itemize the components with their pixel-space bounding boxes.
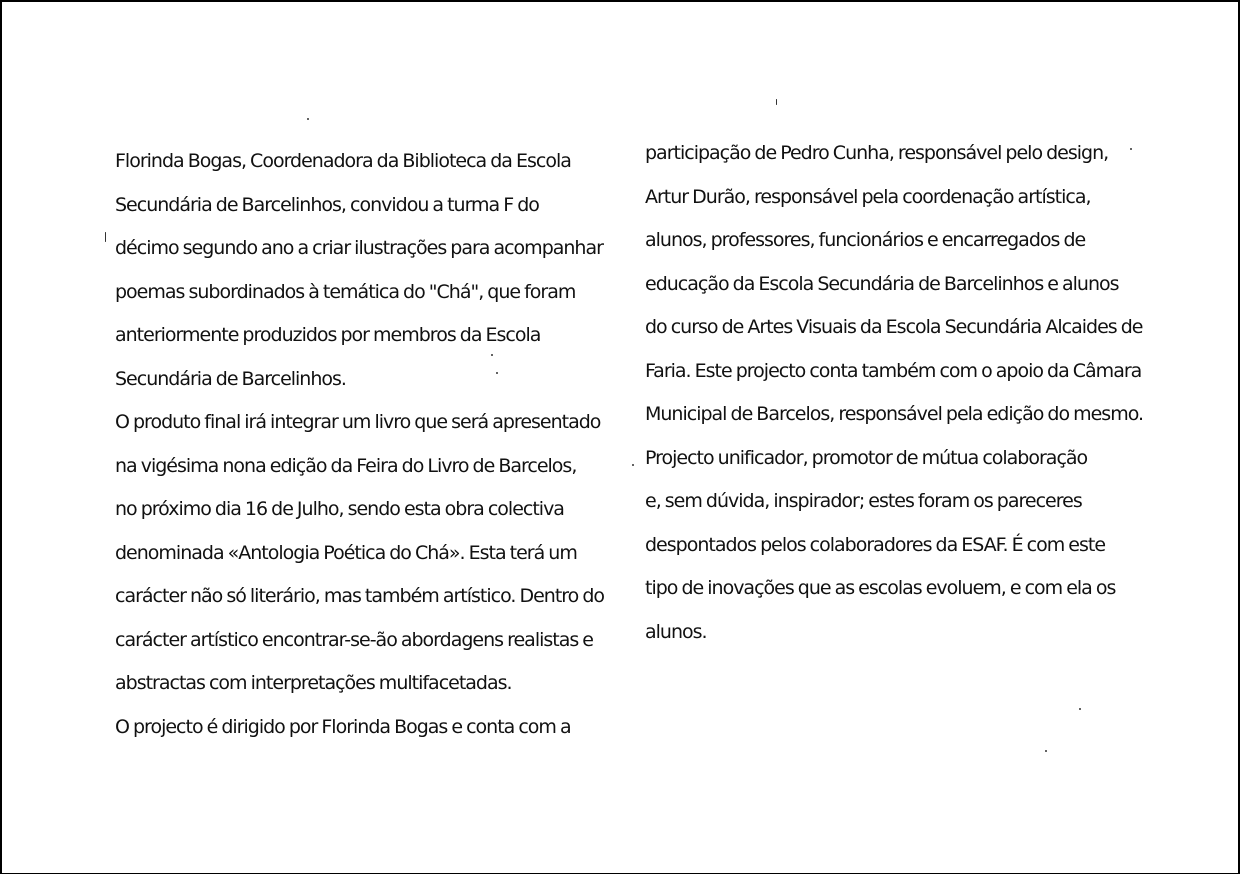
scan-speck (1130, 148, 1132, 150)
text-line: educação da Escola Secundária de Barcelinhos e alunos (645, 272, 1119, 295)
left-text-column (115, 140, 635, 749)
text-line: e, sem dúvida, inspirador; estes foram os pareceres (645, 490, 1082, 512)
text-line: carácter não só literário, mas também artístico. Dentro do (115, 585, 605, 607)
scan-speck (632, 464, 634, 466)
right-text-column (645, 132, 1155, 654)
text-line: alunos, professores, funcionários e encarregados de (645, 229, 1086, 251)
text-line: denominada «Antologia Poética do Chá». Esta terá um (115, 541, 577, 564)
text-line: na vigésima nona edição da Feira do Livro de Barcelos, (115, 454, 577, 477)
text-line: tipo de inovações que as escolas evoluem, e com ela os (645, 577, 1116, 599)
scan-speck (496, 372, 498, 374)
text-line: carácter artístico encontrar-se-ão abordagens realistas e (115, 628, 593, 651)
text-line: abstractas com interpretações multifacetadas. (115, 672, 512, 694)
scan-speck (1045, 750, 1047, 752)
text-line: participação de Pedro Cunha, responsável pelo design, (645, 142, 1109, 164)
text-line: Florinda Bogas, Coordenadora da Biblioteca da Escola (115, 150, 571, 172)
text-line: Artur Durão, responsável pela coordenação artística, (645, 185, 1091, 208)
text-line: alunos. (645, 620, 707, 643)
scan-speck (1079, 708, 1081, 710)
text-line: O produto final irá integrar um livro que será apresentado (115, 411, 601, 433)
text-line: Projecto unificador, promotor de mútua colaboração (645, 446, 1088, 469)
text-line: Secundária de Barcelinhos. (115, 367, 346, 390)
text-line: no próximo dia 16 de Julho, sendo esta obra colectiva (115, 498, 564, 520)
text-line: O projecto é dirigido por Florinda Bogas e conta com a (115, 715, 571, 738)
scan-speck (307, 118, 309, 120)
text-line: Municipal de Barcelos, responsável pela edição do mesmo. (645, 403, 1144, 425)
text-line: despontados pelos colaboradores da ESAF. É com este (645, 533, 1106, 556)
text-line: décimo segundo ano a criar ilustrações para acompanhar (115, 237, 603, 259)
text-line: poemas subordinados à temática do "Chá", que foram (115, 280, 576, 303)
text-line: anteriormente produzidos por membros da Escola (115, 324, 541, 346)
scan-speck (105, 232, 106, 242)
scan-speck (776, 99, 777, 105)
scan-speck (491, 354, 493, 356)
text-line: Faria. Este projecto conta também com o apoio da Câmara (645, 359, 1142, 382)
text-line: Secundária de Barcelinhos, convidou a turma F do (115, 193, 539, 216)
text-line: do curso de Artes Visuais da Escola Secundária Alcaides de (645, 316, 1143, 338)
